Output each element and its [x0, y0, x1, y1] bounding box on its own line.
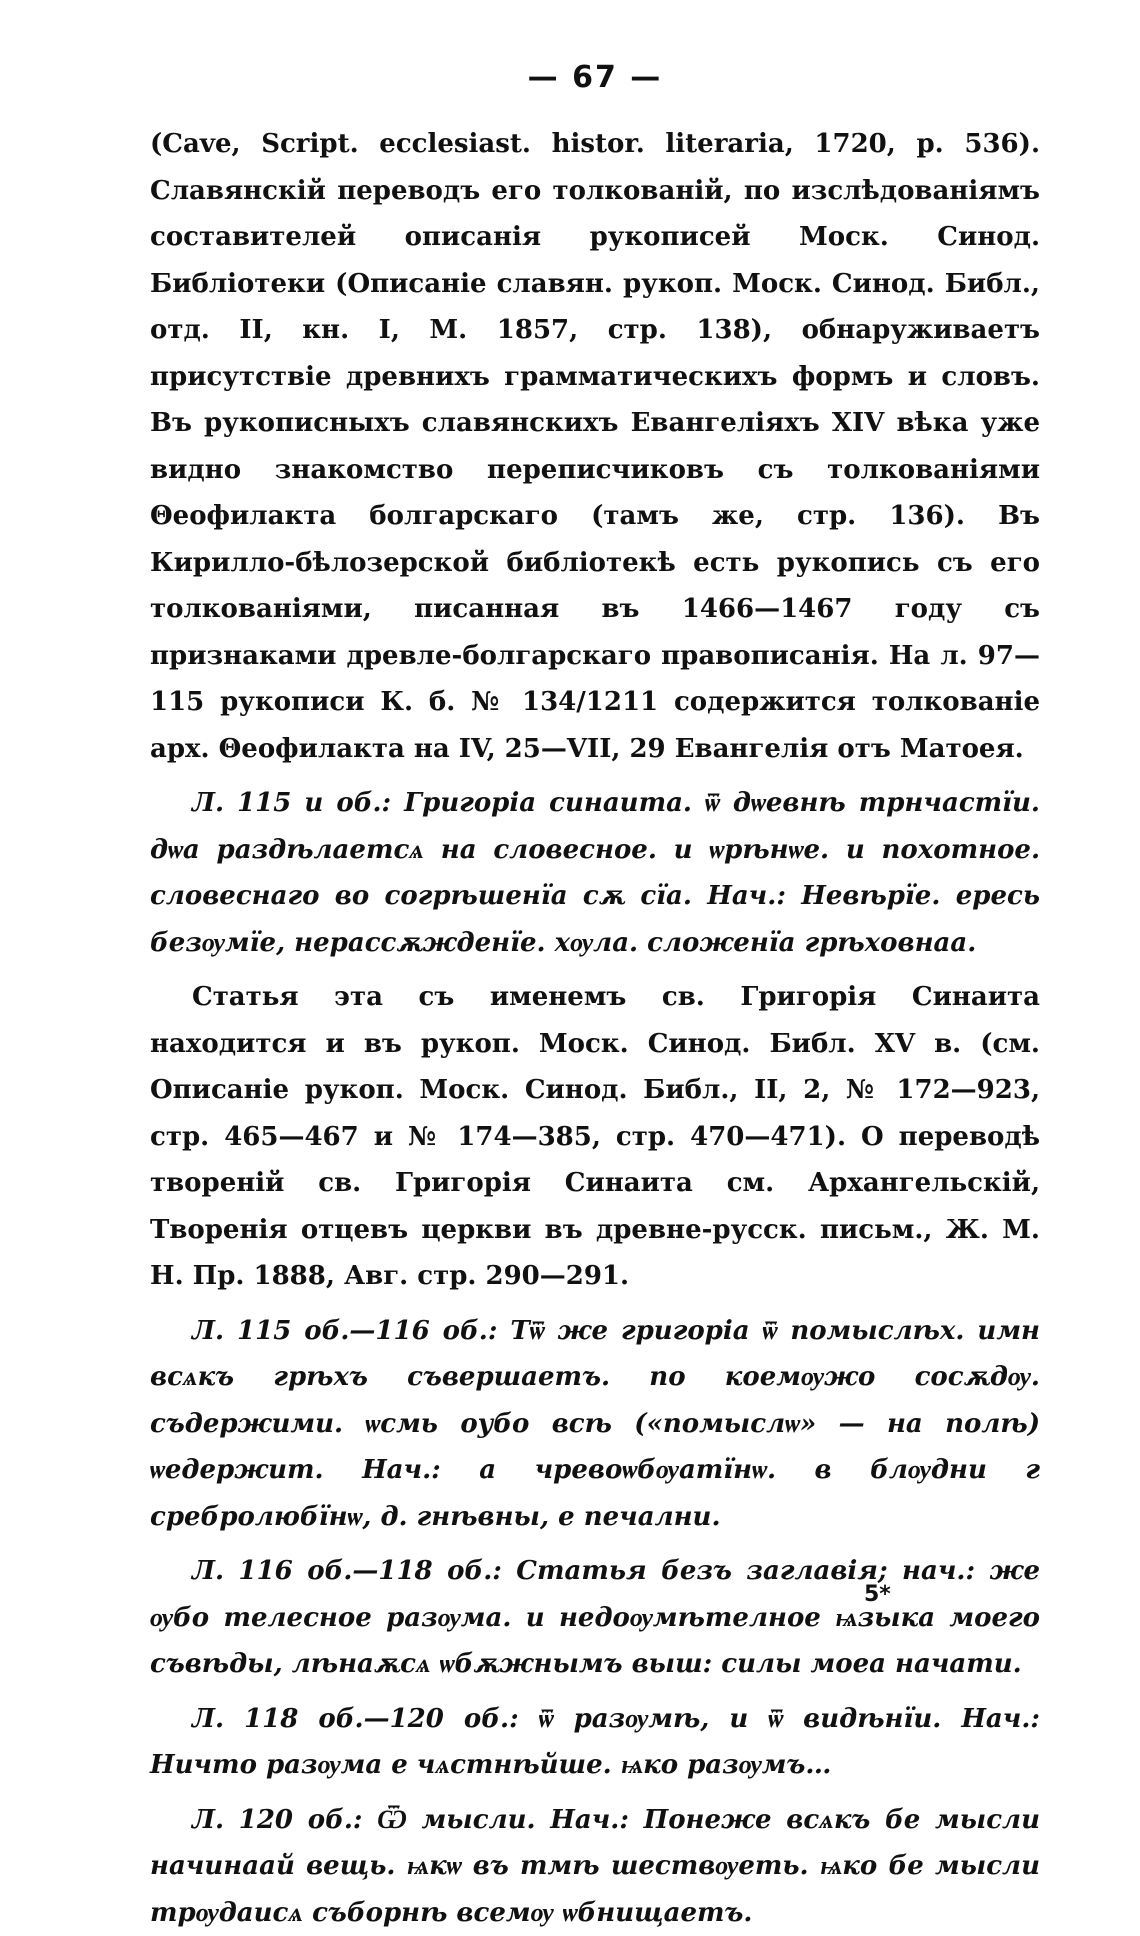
paragraph-leaf-120: Л. 120 об.: Ѿ мысли. Нач.: Понеже всѧкъ бе мысли начинаай вещь. ѩкѡ въ тмѣ шествѹеть. ѩко бе мысли трѹдаисѧ съборнѣ всемѹ ѡбнищаетъ. — [150, 1797, 1040, 1936]
paragraph-cave-commentary: (Cave, Script. ecclesiast. histor. literaria, 1720, p. 536). Славянскій переводъ его толкованій, по изслѣдованіямъ составителей описанія рукописей Моск. Синод. Библіотеки (Описаніе славян. рукоп. Моск. Синод. Библ., отд. II, кн. I, М. 1857, стр. 138), обнаруживаетъ присутствіе древнихъ грамматическихъ формъ и словъ. Въ рукописныхъ славянскихъ Евангеліяхъ XIV вѣка уже видно знакомство переписчиковъ съ толкованіями Θеофилакта болгарскаго (тамъ же, стр. 136). Въ Кирилло-бѣлозерской библіотекѣ есть рукопись съ его толкованіями, писанная въ 1466—1467 году съ признаками древле-болгарскаго правописанія. На л. 97—115 рукописи К. б. № 134/1211 содержится толкованіе арх. Θеофилакта на IV, 25—VII, 29 Евангелія отъ Матоея. — [150, 121, 1040, 772]
paragraph-leaf-115-116: Л. 115 об.—116 об.: Тѿ же григоріа ѿ помыслѣх. имн всѧкъ грѣхъ съвершаетъ. по коемѹжо сосѫдѹ. съдержими. ѡсмь оубо всѣ («помыслѡ» — на полѣ) ѡедержит. Нач.: а чревоѡбѹатїнѡ. в блѹдни г сребролюбїнѡ, д. гнѣвны, е печални. — [150, 1308, 1040, 1541]
paragraph-leaf-118-120: Л. 118 об.—120 об.: ѿ разѹмѣ, и ѿ видѣнїи. Нач.: Ничто разѹма е чѧстнѣйше. ѩко разѹмъ… — [150, 1696, 1040, 1789]
paragraph-article-sinait: Статья эта съ именемъ св. Григорія Синаита находится и въ рукоп. Моск. Синод. Библ. XV в. (см. Описаніе рукоп. Моск. Синод. Библ., II, 2, № 172—923, стр. 465—467 и № 174—385, стр. 470—471). О переводѣ твореній св. Григорія Синаита см. Архангельскій, Творенія отцевъ церкви въ древне-русск. письм., Ж. М. Н. Пр. 1888, Авг. стр. 290—291. — [150, 974, 1040, 1300]
page-body — [150, 60, 1040, 1936]
paragraph-leaf-115-grigoriy: Л. 115 и об.: Григоріа синаита. ѿ дѡевнѣ трнчастїи. дѡа раздѣлаетсѧ на словесное. и ѡрѣнѡе. и похотное. словеснаго во согрѣшенїа сѫ сїа. Нач.: Невѣрїе. ересь безѹмїе, нерассѫжденїе. хѹла. сложенїа грѣховнаа. — [150, 780, 1040, 966]
page-number: — 67 — — [150, 60, 1040, 95]
signature-mark: 5* — [864, 1582, 891, 1607]
paragraph-leaf-116-118: Л. 116 об.—118 об.: Статья безъ заглавія; нач.: же ѹбо телесное разѹма. и недоѹмѣтелное ѩзыка моего съвѣды, лѣнаѫсѧ ѡбѫжнымъ выш: силы моеа начати. — [150, 1548, 1040, 1688]
